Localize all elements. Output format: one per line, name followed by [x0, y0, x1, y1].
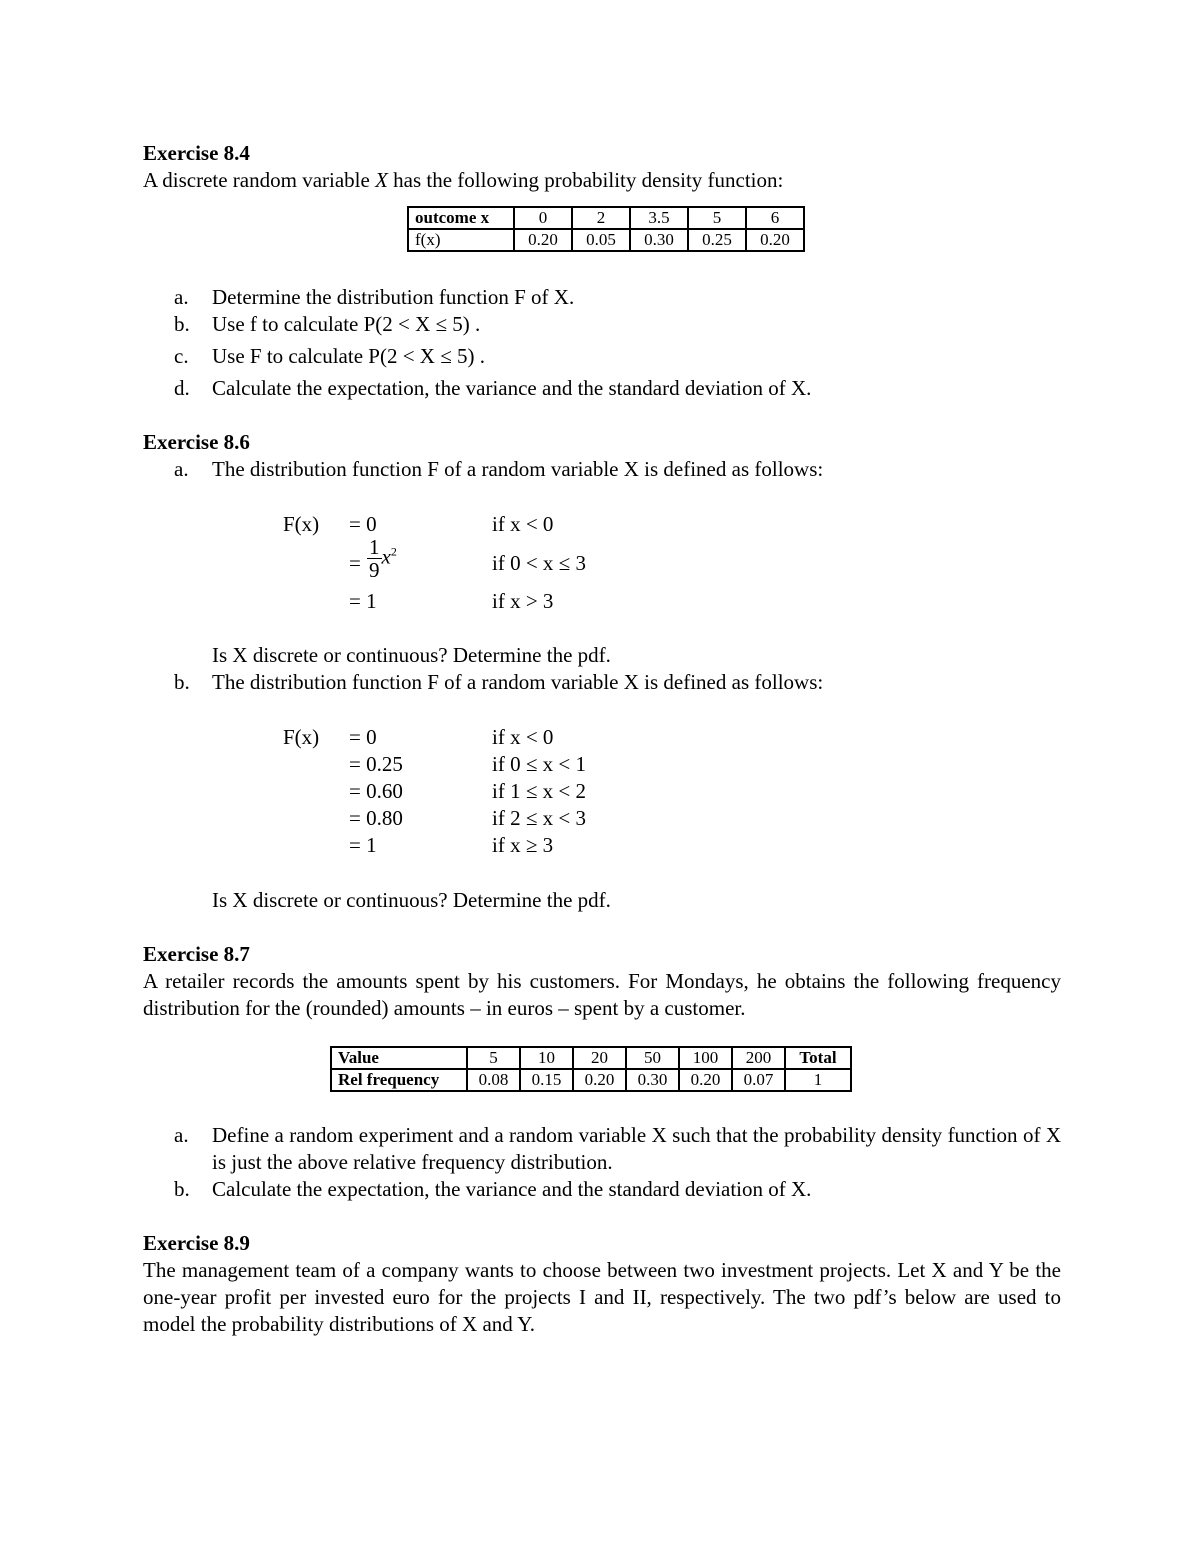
table-cell: 5	[688, 207, 746, 229]
piecewise-row: = 0.60 if 1 ≤ x < 2	[349, 779, 586, 803]
piecewise-row: F(x) = 0 if x < 0	[283, 725, 554, 749]
table-row	[331, 1047, 851, 1069]
exercise-8-4-intro: A discrete random variable X has the following probability density function:	[143, 168, 784, 192]
table-row	[408, 229, 804, 251]
list-item: a. The distribution function F of a random variable X is defined as follows:	[174, 457, 824, 481]
table-cell: 6	[746, 207, 804, 229]
exercise-8-6	[143, 429, 1061, 914]
table-cell: 10	[520, 1047, 573, 1069]
exercise-8-6-part-b	[143, 669, 1061, 696]
table-cell: Total	[785, 1047, 851, 1069]
table-cell: 0.20	[679, 1069, 732, 1091]
pdf-table	[407, 206, 805, 252]
document-page	[143, 140, 1061, 1338]
exercise-8-6-part-a	[143, 456, 1061, 483]
table-row	[408, 207, 804, 229]
table-row	[331, 1069, 851, 1091]
table-row-label: Rel frequency	[331, 1069, 467, 1091]
exercise-8-7-intro: A retailer records the amounts spent by his customers. For Mondays, he obtains the following frequency distribution for the (rounded) amounts – in euros – spent by a customer.	[143, 969, 1061, 1020]
table-cell: 5	[467, 1047, 520, 1069]
table-cell: 0.07	[732, 1069, 785, 1091]
exercise-8-9	[143, 1230, 1061, 1338]
table-cell: 0.30	[630, 229, 688, 251]
table-cell: 0.15	[520, 1069, 573, 1091]
exercise-8-4	[143, 140, 1061, 402]
piecewise-row: F(x) = 0 if x < 0	[283, 512, 554, 536]
table-row-label: outcome x	[408, 207, 514, 229]
exercise-8-4-questions	[143, 284, 1061, 402]
table-cell: 20	[573, 1047, 626, 1069]
exercise-8-4-title: Exercise 8.4	[143, 141, 250, 165]
table-cell: 0.05	[572, 229, 630, 251]
table-cell: 100	[679, 1047, 732, 1069]
table-cell: 0.20	[573, 1069, 626, 1091]
list-item: d. Calculate the expectation, the variance and the standard deviation of X.	[174, 376, 812, 400]
table-cell: 0.20	[746, 229, 804, 251]
table-cell: 2	[572, 207, 630, 229]
exercise-8-7-questions	[143, 1122, 1061, 1203]
list-item: b. Use f to calculate P(2 < X ≤ 5) .	[174, 312, 481, 336]
table-cell: 0.20	[514, 229, 572, 251]
exercise-8-9-intro: The management team of a company wants to choose between two investment projects. Let X and Y be the one-year profit per invested euro for the projects I and II, respectively. The two pdf’s below are used to model the probability distributions of X and Y.	[143, 1258, 1061, 1336]
piecewise-row: = 0.80 if 2 ≤ x < 3	[349, 806, 586, 830]
list-item: c. Use F to calculate P(2 < X ≤ 5) .	[174, 344, 485, 368]
list-item: a. Define a random experiment and a random variable X such that the probability density function of X is just the above relative frequency distribution.	[174, 1123, 1061, 1174]
list-item: b. The distribution function F of a random variable X is defined as follows:	[174, 670, 824, 694]
exercise-8-6-a-question: Is X discrete or continuous? Determine the pdf.	[212, 643, 611, 667]
piecewise-row: = 0.25 if 0 ≤ x < 1	[349, 752, 586, 776]
table-cell: 0	[514, 207, 572, 229]
piecewise-row: = $\frac{1}{9}$ $x^2$ if 0 < x ≤ 3	[349, 535, 586, 582]
table-cell: 0.30	[626, 1069, 679, 1091]
exercise-8-7-title: Exercise 8.7	[143, 942, 250, 966]
table-row-label: f(x)	[408, 229, 514, 251]
list-item: a. Determine the distribution function F of X.	[174, 285, 575, 309]
exercise-8-7	[143, 941, 1061, 1203]
table-cell: 200	[732, 1047, 785, 1069]
list-item: b. Calculate the expectation, the variance and the standard deviation of X.	[174, 1177, 812, 1201]
piecewise-row: = 1 if x > 3	[349, 589, 554, 613]
table-cell: 50	[626, 1047, 679, 1069]
frequency-table	[330, 1046, 852, 1092]
table-cell: 3.5	[630, 207, 688, 229]
table-cell: 0.25	[688, 229, 746, 251]
exercise-8-9-title: Exercise 8.9	[143, 1231, 250, 1255]
piecewise-row: = 1 if x ≥ 3	[349, 833, 554, 857]
piecewise-function-b	[143, 724, 1061, 859]
exercise-8-6-b-question: Is X discrete or continuous? Determine the pdf.	[212, 888, 611, 912]
table-cell: 1	[785, 1069, 851, 1091]
table-row-label: Value	[331, 1047, 467, 1069]
table-cell: 0.08	[467, 1069, 520, 1091]
piecewise-function-a	[143, 511, 1061, 615]
exercise-8-6-title: Exercise 8.6	[143, 430, 250, 454]
